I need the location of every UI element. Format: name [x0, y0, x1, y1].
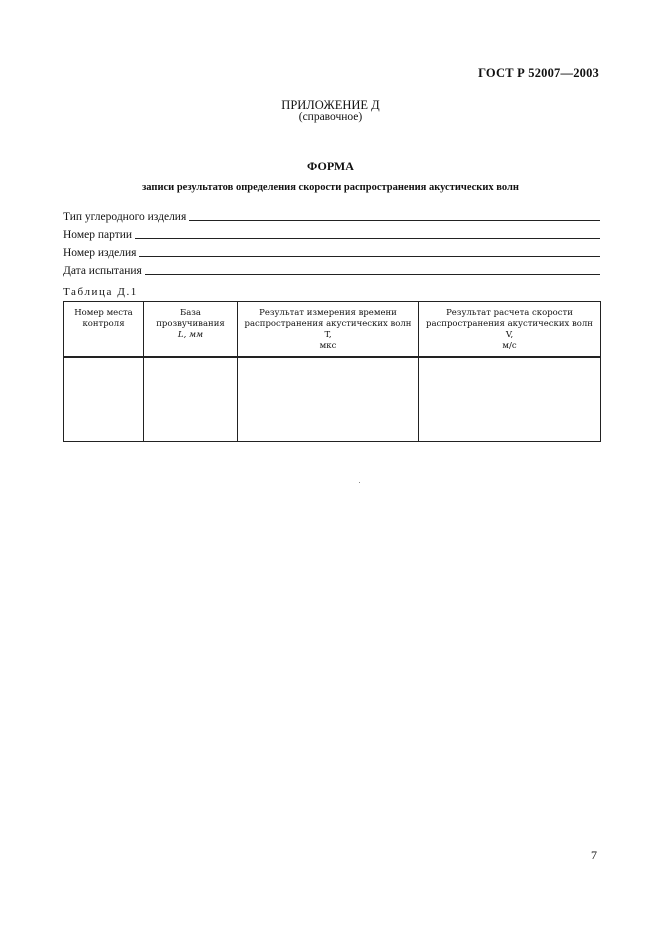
form-subtitle: записи результатов определения скорости распространения акустических волн — [142, 182, 519, 193]
results-table — [63, 301, 601, 442]
table-caption: Таблица Д.1 — [63, 286, 138, 298]
table-cell-base[interactable] — [144, 357, 238, 442]
appendix-heading — [0, 99, 661, 123]
fill-in-line[interactable] — [145, 265, 600, 275]
column-header-base: База прозвучивания L, мм — [144, 302, 238, 358]
page-number: 7 — [591, 848, 597, 862]
column-header-location: Номер места контроля — [64, 302, 144, 358]
form-title: ФОРМА — [307, 159, 354, 173]
table-header-row — [64, 302, 601, 358]
table-cell-velocity[interactable] — [419, 357, 601, 442]
column-header-time: Результат измерения времени распространения акустических волн T, мкс — [238, 302, 419, 358]
field-label: Номер изделия — [63, 247, 137, 259]
field-label: Дата испытания — [63, 265, 142, 277]
fill-in-line[interactable] — [135, 229, 600, 239]
appendix-type: (справочное) — [298, 111, 363, 123]
field-test-date — [63, 259, 600, 277]
fill-in-line[interactable] — [139, 247, 600, 257]
standard-code: ГОСТ Р 52007—2003 — [478, 66, 599, 80]
field-label: Номер партии — [63, 229, 133, 241]
fill-in-line[interactable] — [189, 211, 600, 221]
field-product-type — [63, 205, 600, 223]
table-cell-time[interactable] — [238, 357, 419, 442]
scan-speck — [359, 482, 360, 483]
table-cell-location[interactable] — [64, 357, 144, 442]
field-product-number — [63, 241, 600, 259]
field-label: Тип углеродного изделия — [63, 211, 187, 223]
column-header-velocity: Результат расчета скорости распространения акустических волн V, м/с — [419, 302, 601, 358]
form-fields — [63, 205, 600, 277]
table-row — [64, 357, 601, 442]
field-batch-number — [63, 223, 600, 241]
appendix-title: ПРИЛОЖЕНИЕ Д — [281, 98, 380, 112]
